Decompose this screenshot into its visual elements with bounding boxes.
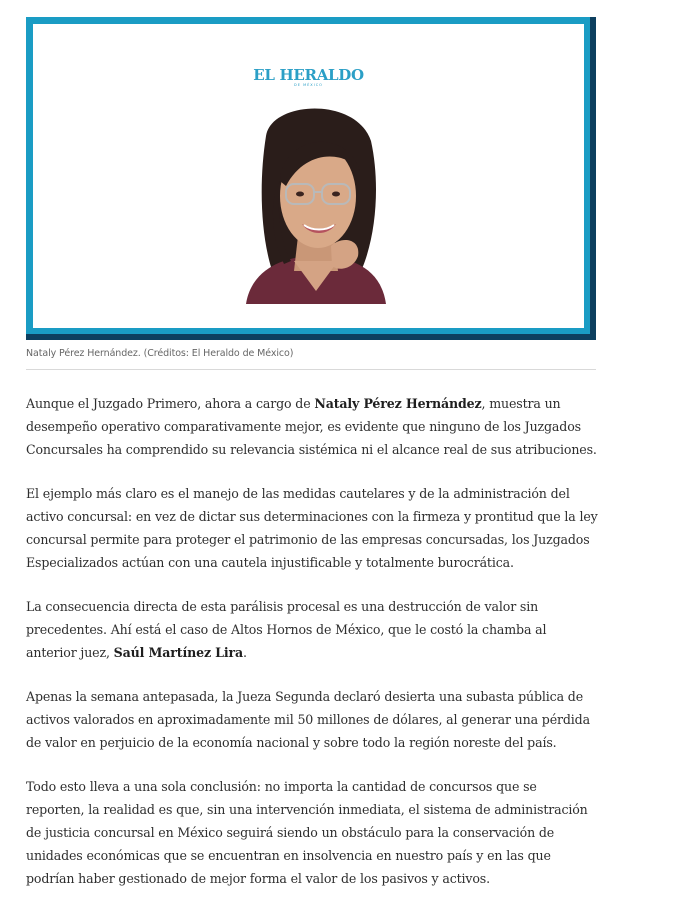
image-caption: Nataly Pérez Hernández. (Créditos: El Heraldo de México) <box>26 348 294 359</box>
paragraph-1 <box>26 392 598 461</box>
paragraph-3-text-a: La consecuencia directa de esta parálisis procesal es una destrucción de valor sin precedentes. Ahí está el caso de Altos Hornos de México, que le costó la chamba al anterior juez, <box>26 599 547 660</box>
paragraph-2: El ejemplo más claro es el manejo de las medidas cautelares y de la administración del activo concursal: en vez de dictar sus determinaciones con la firmeza y prontitud que la ley concursal permite para proteger el patrimonio de las empresas concursadas, los Juzgados Especializados actúan con una cautela injustificable y totalmente burocrática. <box>26 486 598 570</box>
portrait-photo <box>236 96 396 304</box>
paragraph-1-text-a: Aunque el Juzgado Primero, ahora a cargo de <box>26 396 315 411</box>
figure-canvas <box>33 24 584 328</box>
paragraph-5: Todo esto lleva a una sola conclusión: no importa la cantidad de concursos que se reporten, la realidad es que, sin una intervención inmediata, el sistema de administración de justicia concursal en México seguirá siendo un obstáculo para la conservación de unidades económicas que se encuentran en insolvencia en nuestro país y en las que podrían haber gestionado de mejor forma el valor de los pasivos y activos. <box>26 779 588 886</box>
paragraph-4: Apenas la semana antepasada, la Jueza Segunda declaró desierta una subasta pública de activos valorados en aproximadamente mil 50 millones de dólares, al generar una pérdida de valor en perjuicio de la economía nacional y sobre todo la región noreste del país. <box>26 689 590 750</box>
logo-wordmark: EL HERALDO <box>253 66 364 84</box>
caption-divider <box>26 369 596 370</box>
paragraph-3 <box>26 595 598 664</box>
logo-subtitle: DE MÉXICO <box>294 83 323 87</box>
el-heraldo-logo <box>33 67 584 88</box>
article-figure <box>26 17 596 340</box>
article-body <box>26 392 598 911</box>
person-name-nataly: Nataly Pérez Hernández <box>314 396 482 411</box>
paragraph-1-text-c: , muestra un desempeño operativo comparativamente mejor, es evidente que ninguno de los Juzgados Concursales ha comprendido su relevancia sistémica ni el alcance real de sus atribuciones. <box>26 396 597 457</box>
person-name-saul: Saúl Martínez Lira <box>113 645 244 660</box>
paragraph-3-text-c: . <box>243 645 247 660</box>
